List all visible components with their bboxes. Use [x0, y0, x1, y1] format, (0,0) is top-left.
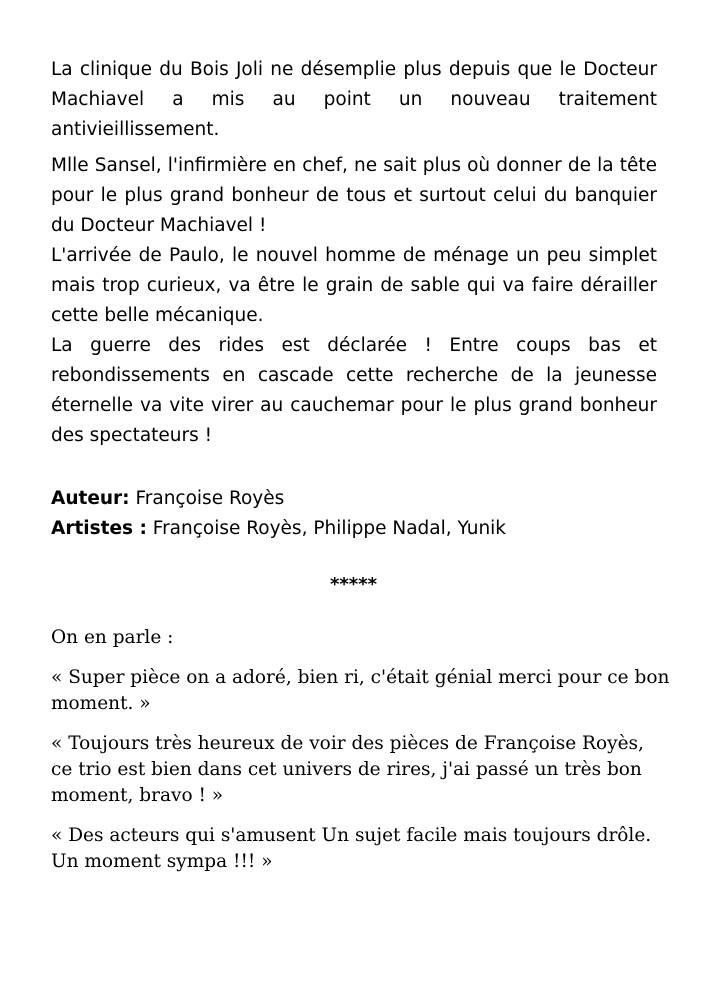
artists-line: [51, 514, 657, 544]
synopsis-paragraph-2: Mlle Sansel, l'infirmière en chef, ne sait plus où donner de la tête pour le plus grand bonheur de tous et surtout celui du banquier du Docteur Machiavel !: [51, 155, 657, 236]
author-line: [51, 484, 657, 514]
synopsis-paragraph-1: La clinique du Bois Joli ne désemplie plus depuis que le Docteur Machiavel a mis au point un nouveau traitement antivieillissement.: [51, 59, 657, 140]
section-separator: *****: [329, 574, 378, 595]
synopsis-paragraph-4: La guerre des rides est déclarée ! Entre coups bas et rebondissements en cascade cette recherche de la jeunesse éternelle va vite virer au cauchemar pour le plus grand bonheur des spectateurs !: [51, 335, 657, 446]
review-quote: « Super pièce on a adoré, bien ri, c'était génial merci pour ce bon moment. »: [51, 667, 670, 714]
author-label: Auteur:: [51, 488, 130, 509]
author-value: Françoise Royès: [129, 488, 285, 509]
synopsis: [51, 55, 657, 451]
reviews: [51, 625, 671, 889]
artists-value: Françoise Royès, Philippe Nadal, Yunik: [146, 518, 507, 539]
review-quote: « Toujours très heureux de voir des pièces de Françoise Royès, ce trio est bien dans cet univers de rires, j'ai passé un très bon moment, bravo ! »: [51, 733, 644, 806]
synopsis-paragraph-3: L'arrivée de Paulo, le nouvel homme de ménage un peu simplet mais trop curieux, va être le grain de sable qui va faire dérailler cette belle mécanique.: [51, 245, 657, 326]
reviews-heading: On en parle :: [51, 627, 174, 648]
artists-label: Artistes :: [51, 518, 147, 539]
credits: [51, 484, 657, 544]
review-quote: « Des acteurs qui s'amusent Un sujet facile mais toujours drôle. Un moment sympa !!! »: [51, 825, 652, 872]
